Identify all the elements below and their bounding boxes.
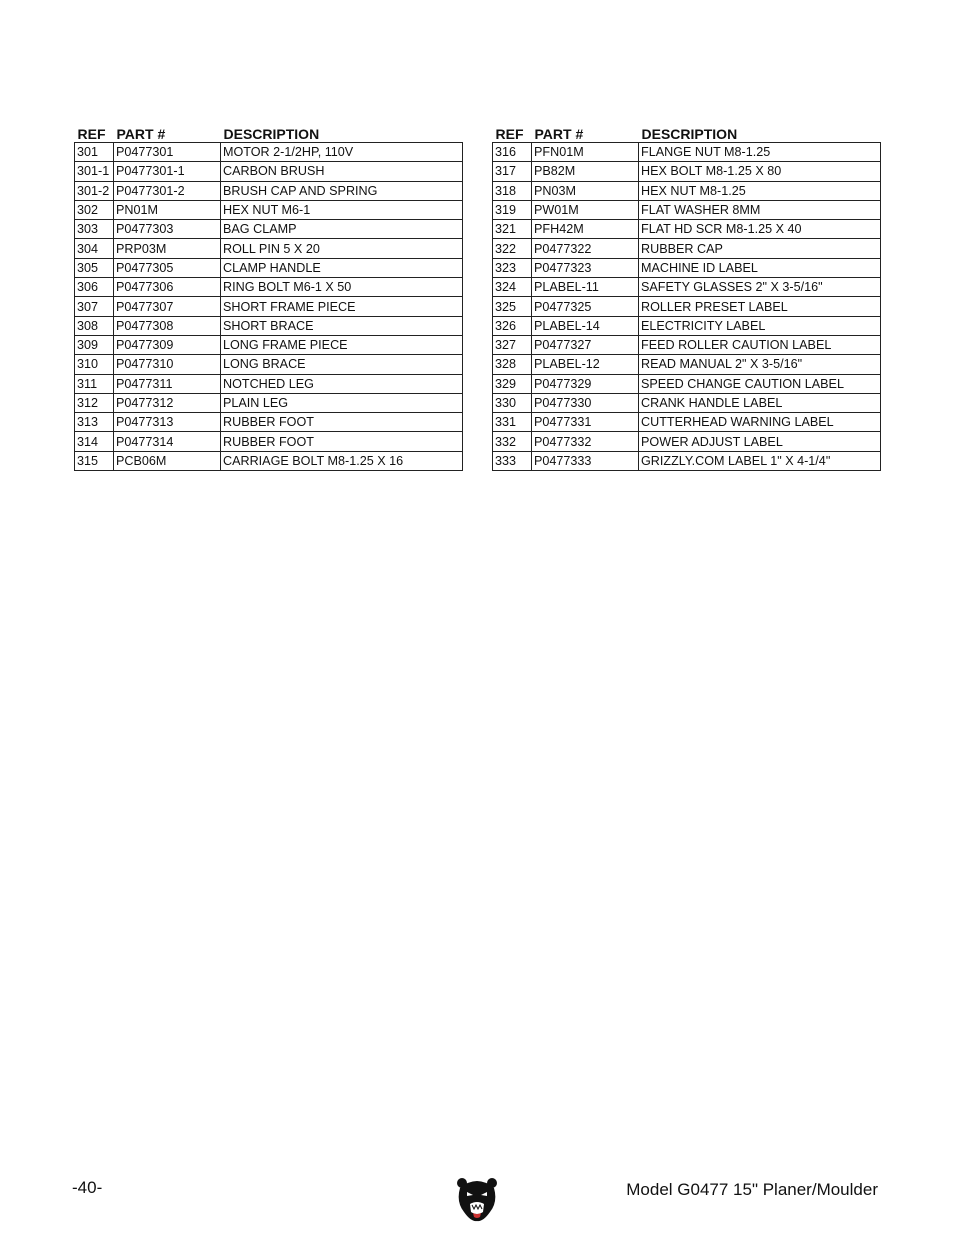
table-row xyxy=(493,432,881,451)
description-cell: SHORT FRAME PIECE xyxy=(221,297,463,316)
description-cell: RING BOLT M6-1 X 50 xyxy=(221,278,463,297)
description-cell: BRUSH CAP AND SPRING xyxy=(221,181,463,200)
part-number-cell: P0477330 xyxy=(532,393,639,412)
part-number-cell: PRP03M xyxy=(114,239,221,258)
description-cell: FLAT WASHER 8MM xyxy=(639,200,881,219)
description-cell: CARRIAGE BOLT M8-1.25 X 16 xyxy=(221,451,463,470)
ref-cell: 311 xyxy=(75,374,114,393)
ref-cell: 323 xyxy=(493,258,532,277)
ref-cell: 319 xyxy=(493,200,532,219)
table-row xyxy=(75,258,463,277)
header-ref: REF xyxy=(495,126,524,142)
part-number-cell: P0477323 xyxy=(532,258,639,277)
table-row xyxy=(493,451,881,470)
parts-table-left xyxy=(74,121,463,471)
table-row xyxy=(75,143,463,162)
part-number-cell: PLABEL-12 xyxy=(532,355,639,374)
part-number-cell: PLABEL-11 xyxy=(532,278,639,297)
part-number-cell: PFH42M xyxy=(532,220,639,239)
part-number-cell: PN01M xyxy=(114,200,221,219)
bear-head-logo-icon xyxy=(456,1176,498,1222)
header-description: DESCRIPTION xyxy=(223,126,320,142)
description-cell: ROLLER PRESET LABEL xyxy=(639,297,881,316)
ref-cell: 330 xyxy=(493,393,532,412)
part-number-cell: P0477310 xyxy=(114,355,221,374)
table-header-row xyxy=(493,121,881,143)
description-cell: LONG BRACE xyxy=(221,355,463,374)
model-title: Model G0477 15" Planer/Moulder xyxy=(626,1180,878,1199)
page-number: -40- xyxy=(72,1178,103,1197)
table-row xyxy=(493,393,881,412)
ref-cell: 315 xyxy=(75,451,114,470)
table-row xyxy=(75,220,463,239)
table-row xyxy=(493,374,881,393)
part-number-cell: P0477306 xyxy=(114,278,221,297)
description-cell: HEX NUT M8-1.25 xyxy=(639,181,881,200)
description-cell: RUBBER FOOT xyxy=(221,432,463,451)
part-number-cell: P0477313 xyxy=(114,413,221,432)
part-number-cell: P0477327 xyxy=(532,335,639,354)
ref-cell: 321 xyxy=(493,220,532,239)
description-cell: RUBBER FOOT xyxy=(221,413,463,432)
description-cell: SHORT BRACE xyxy=(221,316,463,335)
parts-table-right xyxy=(492,121,881,471)
table-header-row xyxy=(75,121,463,143)
part-number-cell: PW01M xyxy=(532,200,639,219)
description-cell: HEX BOLT M8-1.25 X 80 xyxy=(639,162,881,181)
ref-cell: 307 xyxy=(75,297,114,316)
table-row xyxy=(493,143,881,162)
description-cell: RUBBER CAP xyxy=(639,239,881,258)
part-number-cell: P0477301 xyxy=(114,143,221,162)
part-number-cell: P0477322 xyxy=(532,239,639,258)
part-number-cell: P0477333 xyxy=(532,451,639,470)
description-cell: POWER ADJUST LABEL xyxy=(639,432,881,451)
table-row xyxy=(493,278,881,297)
ref-cell: 329 xyxy=(493,374,532,393)
header-ref: REF xyxy=(77,126,106,142)
description-cell: SAFETY GLASSES 2" X 3-5/16" xyxy=(639,278,881,297)
ref-cell: 303 xyxy=(75,220,114,239)
table-row xyxy=(75,239,463,258)
table-row xyxy=(493,220,881,239)
header-description: DESCRIPTION xyxy=(641,126,738,142)
ref-cell: 327 xyxy=(493,335,532,354)
table-row xyxy=(493,239,881,258)
table-row xyxy=(493,181,881,200)
part-number-cell: PCB06M xyxy=(114,451,221,470)
part-number-cell: P0477311 xyxy=(114,374,221,393)
description-cell: CRANK HANDLE LABEL xyxy=(639,393,881,412)
ref-cell: 301-1 xyxy=(75,162,114,181)
description-cell: FLANGE NUT M8-1.25 xyxy=(639,143,881,162)
table-row xyxy=(75,432,463,451)
table-row xyxy=(493,162,881,181)
ref-cell: 304 xyxy=(75,239,114,258)
table-row xyxy=(493,316,881,335)
table-row xyxy=(75,335,463,354)
description-cell: SPEED CHANGE CAUTION LABEL xyxy=(639,374,881,393)
description-cell: FLAT HD SCR M8-1.25 X 40 xyxy=(639,220,881,239)
ref-cell: 308 xyxy=(75,316,114,335)
table-row xyxy=(75,297,463,316)
table-row xyxy=(75,316,463,335)
ref-cell: 328 xyxy=(493,355,532,374)
ref-cell: 332 xyxy=(493,432,532,451)
table-row xyxy=(493,297,881,316)
description-cell: ROLL PIN 5 X 20 xyxy=(221,239,463,258)
ref-cell: 317 xyxy=(493,162,532,181)
ref-cell: 301 xyxy=(75,143,114,162)
description-cell: PLAIN LEG xyxy=(221,393,463,412)
table-row xyxy=(75,413,463,432)
header-part-number: PART # xyxy=(534,126,584,142)
part-number-cell: PLABEL-14 xyxy=(532,316,639,335)
part-number-cell: P0477325 xyxy=(532,297,639,316)
table-row xyxy=(75,393,463,412)
part-number-cell: P0477312 xyxy=(114,393,221,412)
description-cell: GRIZZLY.COM LABEL 1" X 4-1/4" xyxy=(639,451,881,470)
ref-cell: 324 xyxy=(493,278,532,297)
description-cell: CUTTERHEAD WARNING LABEL xyxy=(639,413,881,432)
part-number-cell: P0477301-2 xyxy=(114,181,221,200)
description-cell: CLAMP HANDLE xyxy=(221,258,463,277)
ref-cell: 314 xyxy=(75,432,114,451)
ref-cell: 310 xyxy=(75,355,114,374)
part-number-cell: P0477332 xyxy=(532,432,639,451)
ref-cell: 316 xyxy=(493,143,532,162)
description-cell: HEX NUT M6-1 xyxy=(221,200,463,219)
part-number-cell: PN03M xyxy=(532,181,639,200)
ref-cell: 326 xyxy=(493,316,532,335)
description-cell: CARBON BRUSH xyxy=(221,162,463,181)
table-row xyxy=(75,181,463,200)
part-number-cell: PFN01M xyxy=(532,143,639,162)
description-cell: BAG CLAMP xyxy=(221,220,463,239)
part-number-cell: PB82M xyxy=(532,162,639,181)
ref-cell: 309 xyxy=(75,335,114,354)
table-row xyxy=(75,200,463,219)
table-row xyxy=(75,278,463,297)
part-number-cell: P0477301-1 xyxy=(114,162,221,181)
ref-cell: 302 xyxy=(75,200,114,219)
header-part-number: PART # xyxy=(116,126,166,142)
table-row xyxy=(493,258,881,277)
ref-cell: 318 xyxy=(493,181,532,200)
part-number-cell: P0477309 xyxy=(114,335,221,354)
part-number-cell: P0477307 xyxy=(114,297,221,316)
description-cell: ELECTRICITY LABEL xyxy=(639,316,881,335)
description-cell: FEED ROLLER CAUTION LABEL xyxy=(639,335,881,354)
table-row xyxy=(75,355,463,374)
table-row xyxy=(75,451,463,470)
part-number-cell: P0477303 xyxy=(114,220,221,239)
ref-cell: 301-2 xyxy=(75,181,114,200)
table-row xyxy=(493,200,881,219)
description-cell: NOTCHED LEG xyxy=(221,374,463,393)
description-cell: MACHINE ID LABEL xyxy=(639,258,881,277)
ref-cell: 312 xyxy=(75,393,114,412)
ref-cell: 322 xyxy=(493,239,532,258)
ref-cell: 331 xyxy=(493,413,532,432)
table-row xyxy=(75,374,463,393)
part-number-cell: P0477314 xyxy=(114,432,221,451)
ref-cell: 313 xyxy=(75,413,114,432)
table-row xyxy=(493,413,881,432)
ref-cell: 325 xyxy=(493,297,532,316)
description-cell: MOTOR 2-1/2HP, 110V xyxy=(221,143,463,162)
part-number-cell: P0477331 xyxy=(532,413,639,432)
part-number-cell: P0477329 xyxy=(532,374,639,393)
description-cell: LONG FRAME PIECE xyxy=(221,335,463,354)
ref-cell: 305 xyxy=(75,258,114,277)
table-row xyxy=(493,335,881,354)
part-number-cell: P0477308 xyxy=(114,316,221,335)
description-cell: READ MANUAL 2" X 3-5/16" xyxy=(639,355,881,374)
ref-cell: 333 xyxy=(493,451,532,470)
part-number-cell: P0477305 xyxy=(114,258,221,277)
table-row xyxy=(493,355,881,374)
ref-cell: 306 xyxy=(75,278,114,297)
table-row xyxy=(75,162,463,181)
